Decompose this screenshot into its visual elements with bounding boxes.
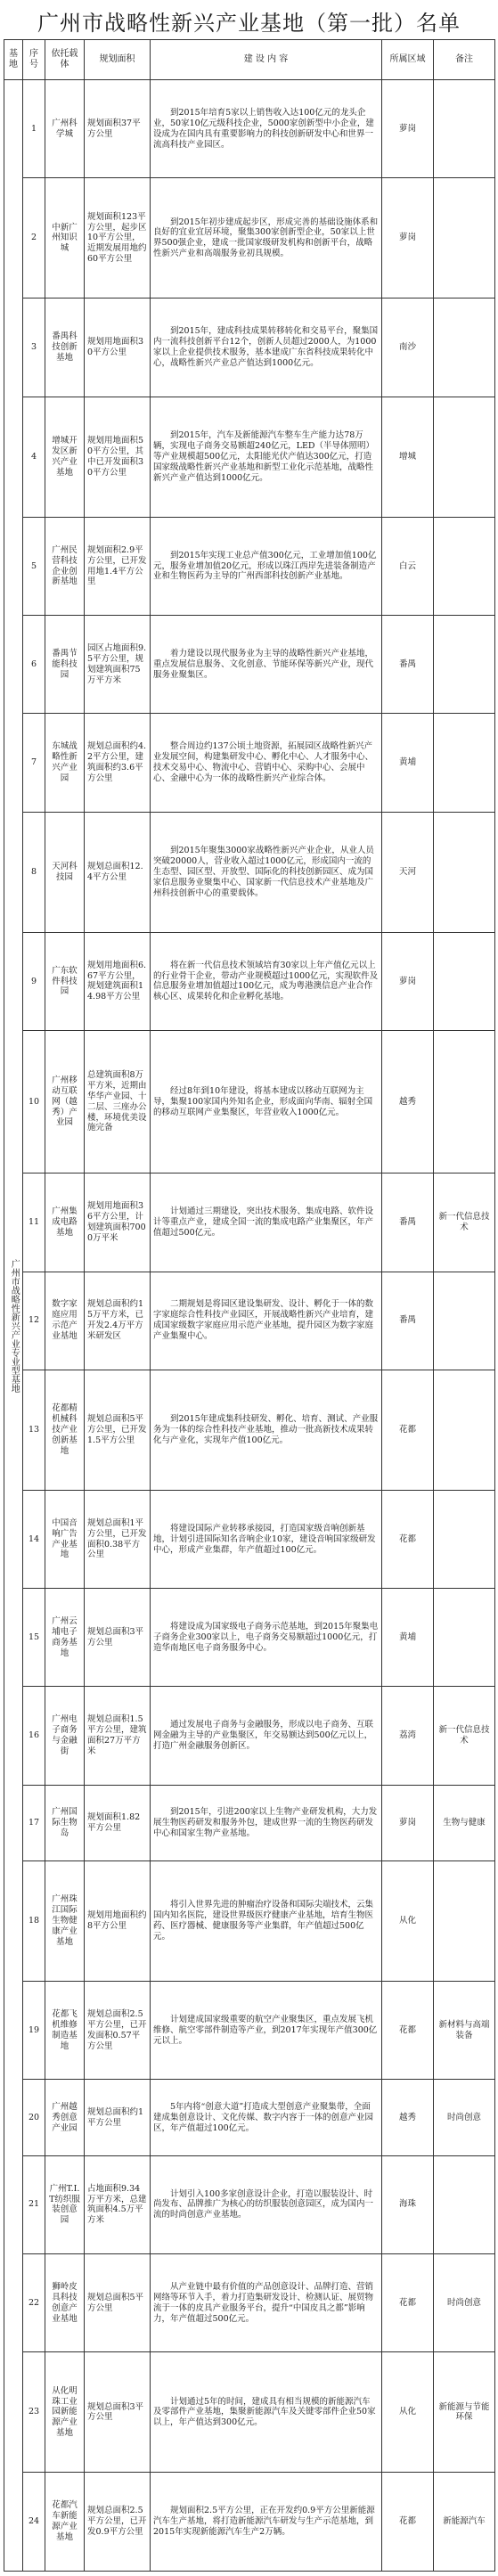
table-row — [4, 397, 495, 517]
content-cell: 计划通过三期建设，突出技术服务、集成电路、软件设计等重点产业，建成全国一流的集成电路产业集聚区，年产值超过500亿元。 — [151, 1174, 382, 1272]
carrier-cell: 广州科学城 — [45, 80, 85, 178]
district-cell: 从化 — [382, 1861, 434, 1982]
scale-cell: 规划面积37平方公里 — [85, 80, 151, 178]
scale-cell: 规划总面积2.5平方公里，已开发0.9平方公里 — [85, 2473, 151, 2572]
row-number-cell: 6 — [23, 616, 45, 714]
note-cell: 新一代信息技术 — [434, 1174, 495, 1272]
table-row — [4, 1785, 495, 1860]
district-cell: 番禺 — [382, 616, 434, 714]
note-cell — [434, 178, 495, 298]
district-cell: 从化 — [382, 2352, 434, 2473]
carrier-cell: 广州民营科技企业创新基地 — [45, 517, 85, 615]
carrier-cell: 广州集成电路基地 — [45, 1174, 85, 1272]
carrier-cell: 从化明珠工业园新能源产业基地 — [45, 2352, 85, 2473]
carrier-cell: 番禺节能科技园 — [45, 616, 85, 714]
scale-cell: 规划总面积12.4平方公里 — [85, 812, 151, 932]
content-cell: 将建设国际产业转移承接园，打造国家级音响创新基地，计划引进国际知名音响企业10家，建设音响国家级研发中心，形成产业集群，年产值超过100亿元。 — [151, 1490, 382, 1588]
scale-cell: 规划总面积约4.2平方公里，建筑面积约3.6平方公里 — [85, 714, 151, 812]
row-number-cell: 8 — [23, 812, 45, 932]
header-cell: 备注 — [434, 40, 495, 80]
content-cell: 到2015年培育5家以上销售收入达100亿元的龙头企业，50家10亿元级科技企业，5000家创新型中小企业，建设成为在国内具有重要影响力的科技创新研发中心和世界一流高科技产业园区。 — [151, 80, 382, 178]
note-cell — [434, 1861, 495, 1982]
carrier-cell: 花都飞机维修制造基地 — [45, 1982, 85, 2080]
row-number-cell: 7 — [23, 714, 45, 812]
district-cell: 白云 — [382, 517, 434, 615]
row-number-cell: 24 — [23, 2473, 45, 2572]
table-row — [4, 932, 495, 1030]
note-cell: 时尚创意 — [434, 2254, 495, 2352]
note-cell — [434, 298, 495, 397]
scale-cell: 总建筑面积8万平方米，近期由华华产业园、十二层、三座办公楼，环境优美设施完备 — [85, 1031, 151, 1174]
note-cell — [434, 397, 495, 517]
table-row — [4, 298, 495, 397]
table-row — [4, 1031, 495, 1174]
note-cell: 生物与健康 — [434, 1785, 495, 1860]
scale-cell: 规划总面积约15万平方米，已开发2.4万平方米研发区 — [85, 1272, 151, 1370]
scale-cell: 规划面积2.9平方公里，已开发用地1.4平方公里 — [85, 517, 151, 615]
row-number-cell: 18 — [23, 1861, 45, 1982]
content-cell: 到2015年聚集3000家战略性新兴产业企业，从业人员突破20000人，营业收入超过1000亿元，形成国内一流的生态型、园区型、开放型、国际化的科技创新园区、成为国家信息服务业聚集中心、国家新一代信息技术产业基地及广州科技创新中心的重要载体。 — [151, 812, 382, 932]
district-cell: 番禺 — [382, 1174, 434, 1272]
content-cell: 二期规划是将园区建设集研发、设计、孵化于一体的数字家庭综合性科技产业园区，开展战略性新兴产业培育，建成国家级数字家庭应用示范产业基地，提升园区为数字家庭产业集聚中心。 — [151, 1272, 382, 1370]
scale-cell: 规划用地面积约8平方公里 — [85, 1861, 151, 1982]
scale-cell: 规划面积123平方公里，起步区10平方公里，近期发展用地约60平方公里 — [85, 178, 151, 298]
header-cell: 依托载体 — [45, 40, 85, 80]
row-number-cell: 22 — [23, 2254, 45, 2352]
content-cell: 通过发展电子商务与金融服务，形成以电子商务、互联网金融为主导的产业集聚区，年交易额达到500亿元以上，打造广州金融服务创新区。 — [151, 1687, 382, 1785]
content-cell: 到2015年初步建成起步区，形成完善的基础设施体系和良好的宜业宜居环境，聚集300家创新型企业，50家以上世界500强企业，建成一批国家级研发机构和创新平台，战略性新兴产业和高端服务业初具规模。 — [151, 178, 382, 298]
table-row — [4, 80, 495, 178]
table-row — [4, 1861, 495, 1982]
carrier-cell: 番禺科技创新基地 — [45, 298, 85, 397]
content-cell: 到2015年，引进200家以上生物产业研发机构，大力发展生物医药研发和服务外包，建成世界一流的生物医药研发中心和国家生物产业基地。 — [151, 1785, 382, 1860]
note-cell — [434, 1370, 495, 1490]
carrier-cell: 狮岭皮具科技创意产业基地 — [45, 2254, 85, 2352]
carrier-cell: 花都汽车新能源产业基地 — [45, 2473, 85, 2572]
content-cell: 5年内将“创意大道”打造成大型创意产业聚集带，全面建成集创意设计、文化传媒、数字内容于一体的创意产业园区，年产值超过100亿元。 — [151, 2080, 382, 2155]
row-number-cell: 16 — [23, 1687, 45, 1785]
carrier-cell: 花都精机械科技产业创新基地 — [45, 1370, 85, 1490]
content-cell: 计划通过5年的时间，建成具有相当规模的新能源汽车及零部件产业基地，集聚新能源汽车及关键零部件企业50家以上，年产值达到300亿元。 — [151, 2352, 382, 2473]
note-cell: 新材料与高端装备 — [434, 1982, 495, 2080]
table-row — [4, 1982, 495, 2080]
content-cell: 计划建成国家级重要的航空产业聚集区，重点发展飞机维修、航空零部件制造等产业，到2017年实现年产值300亿元以上。 — [151, 1982, 382, 2080]
row-number-cell: 14 — [23, 1490, 45, 1588]
row-number-cell: 20 — [23, 2080, 45, 2155]
note-cell: 新一代信息技术 — [434, 1687, 495, 1785]
content-cell: 将引入世界先进的肿瘤治疗设备和国际尖端技术，云集国内知名医院，建设世界级医疗健康产业基地，培育生物医药、医疗器械、健康服务等产业集群，年产值超过500亿元。 — [151, 1861, 382, 1982]
header-cell: 基地 — [4, 40, 23, 80]
table-row — [4, 1370, 495, 1490]
carrier-cell: 广州国际生物岛 — [45, 1785, 85, 1860]
header-cell: 所属区域 — [382, 40, 434, 80]
row-number-cell: 2 — [23, 178, 45, 298]
table-row — [4, 517, 495, 615]
carrier-cell: 广州越秀创意产业园 — [45, 2080, 85, 2155]
row-number-cell: 4 — [23, 397, 45, 517]
district-cell: 花都 — [382, 2254, 434, 2352]
scale-cell: 规划总面积5平方公里 — [85, 2254, 151, 2352]
content-cell: 经过8年到10年建设，将基本建成以移动互联网为主导，集聚100家国内外知名企业，形成面向华南、辐射全国的移动互联网产业集聚区，年营业收入1000亿元。 — [151, 1031, 382, 1174]
scale-cell: 规划总面积1平方公里，已开发面积0.38平方公里 — [85, 1490, 151, 1588]
table-row — [4, 812, 495, 932]
note-cell: 新能源与节能环保 — [434, 2352, 495, 2473]
scale-cell: 规划用地面积30平方公里 — [85, 298, 151, 397]
row-number-cell: 10 — [23, 1031, 45, 1174]
scale-cell: 规划面积1.82平方公里 — [85, 1785, 151, 1860]
content-cell: 从产业链中最有价值的产品创意设计、品牌打造、营销网络等环节入手，着力打造集研发设计、检测认证、展贸物流于一体的皮具产业服务平台，提升“中国皮具之都”影响力，年产值超过500亿元。 — [151, 2254, 382, 2352]
scale-cell: 规划用地面积50平方公里，其中已开发面积30平方公里 — [85, 397, 151, 517]
district-cell: 花都 — [382, 1370, 434, 1490]
district-cell: 南沙 — [382, 298, 434, 397]
district-cell: 萝岗 — [382, 932, 434, 1030]
header-cell: 规划面积 — [85, 40, 151, 80]
scale-cell: 规划总面积3平方公里 — [85, 2352, 151, 2473]
note-cell: 时尚创意 — [434, 2080, 495, 2155]
row-number-cell: 13 — [23, 1370, 45, 1490]
carrier-cell: 广州移动互联网（越秀）产业园 — [45, 1031, 85, 1174]
content-cell: 到2015年，建成科技成果转移转化和交易平台，聚集国内一流科技创新平台12个，创新人员超过2000人，为1000家以上企业提供技术服务，基本建成广东省科技成果转化中心，战略性新兴产业总产值达到1000亿元。 — [151, 298, 382, 397]
content-cell: 着力建设以现代服务业为主导的战略性新兴产业基地，重点发展信息服务、文化创意、节能环保等新兴产业，现代服务业聚集区。 — [151, 616, 382, 714]
document-title: 广州市战略性新兴产业基地（第一批）名单 — [37, 11, 461, 36]
carrier-cell: 中新广州知识城 — [45, 178, 85, 298]
row-number-cell: 12 — [23, 1272, 45, 1370]
note-cell — [434, 932, 495, 1030]
row-number-cell: 17 — [23, 1785, 45, 1860]
scale-cell: 规划用地面积36平方公里，计划建筑面积7000万平米 — [85, 1174, 151, 1272]
carrier-cell: 中国音响广告产业基地 — [45, 1490, 85, 1588]
district-cell: 花都 — [382, 1982, 434, 2080]
content-cell: 到2015年建成集科技研发、孵化、培育、测试、产业服务为一体的综合性科技产业基地，推动一批高新技术成果转化与产业化，实现年产值100亿元。 — [151, 1370, 382, 1490]
carrier-cell: 广州电子商务与金融街 — [45, 1687, 85, 1785]
district-cell: 番禺 — [382, 1272, 434, 1370]
row-number-cell: 11 — [23, 1174, 45, 1272]
table-row — [4, 616, 495, 714]
carrier-cell: 广东软件科技园 — [45, 932, 85, 1030]
district-cell: 越秀 — [382, 1031, 434, 1174]
carrier-cell: 东城战略性新兴产业园 — [45, 714, 85, 812]
note-cell — [434, 1272, 495, 1370]
district-cell: 黄埔 — [382, 714, 434, 812]
header-cell: 建 设 内 容 — [151, 40, 382, 80]
district-cell: 增城 — [382, 397, 434, 517]
table-row — [4, 1272, 495, 1370]
row-number-cell: 5 — [23, 517, 45, 615]
base-group-cell: 广州市战略性新兴产业专业型基地 — [4, 80, 23, 2572]
table-row — [4, 2352, 495, 2473]
district-cell: 花都 — [382, 1490, 434, 1588]
district-cell: 花都 — [382, 2473, 434, 2572]
carrier-cell: 增城开发区新兴产业基地 — [45, 397, 85, 517]
carrier-cell: 广州珠江国际生物健康产业基地 — [45, 1861, 85, 1982]
table-row — [4, 1687, 495, 1785]
district-cell: 荔湾 — [382, 1687, 434, 1785]
note-cell — [434, 1031, 495, 1174]
row-number-cell: 21 — [23, 2155, 45, 2253]
content-cell: 到2015年，汽车及新能源汽车整车生产能力达78万辆，实现电子商务交易额超240亿元，LED（半导体照明）等产业规模超500亿元，太阳能光伏产值达300亿元，打造国家级战略性新兴产业基地和新型工业化示范基地，战略性新兴产业产值达到1000亿元。 — [151, 397, 382, 517]
carrier-cell: 广州云埔电子商务基地 — [45, 1589, 85, 1687]
content-cell: 计划引入100多家创意设计企业，打造以服装设计、时尚发布、品牌推广为核心的纺织服装创意园区，成为国内一流的时尚创意产业基地。 — [151, 2155, 382, 2253]
scale-cell: 规划总面积约1平方公里 — [85, 2080, 151, 2155]
content-cell: 将在新一代信息技术领域培育30家以上年产值亿元以上的行业骨干企业，带动产业规模超过1000亿元，实现软件及信息服务业增加值超过100亿元，成为粤港澳信息产业合作核心区、成果转化和企业孵化基地。 — [151, 932, 382, 1030]
note-cell — [434, 517, 495, 615]
note-cell: 新能源汽车 — [434, 2473, 495, 2572]
note-cell — [434, 1589, 495, 1687]
row-number-cell: 23 — [23, 2352, 45, 2473]
district-cell: 萝岗 — [382, 80, 434, 178]
scale-cell: 规划总面积3平方公里 — [85, 1589, 151, 1687]
scale-cell: 规划总面积2.5平方公里，已开发面积0.57平方公里 — [85, 1982, 151, 2080]
district-cell: 黄埔 — [382, 1589, 434, 1687]
table-row — [4, 714, 495, 812]
note-cell — [434, 80, 495, 178]
content-cell: 规划面积2.5平方公里，正在开发约0.9平方公里新能源汽车生产基地，将打造新能源汽车研发与生产示范基地，到2015年实现新能源汽车生产2万辆。 — [151, 2473, 382, 2572]
table-row — [4, 2473, 495, 2572]
note-cell — [434, 616, 495, 714]
row-number-cell: 9 — [23, 932, 45, 1030]
district-cell: 天河 — [382, 812, 434, 932]
content-cell: 到2015年实现工业总产值300亿元，工业增加值100亿元，服务业增加值20亿元，形成以珠江西岸先进装备制造产业和生物医药为主导的广州西部科技创新产业基地。 — [151, 517, 382, 615]
table-row — [4, 1589, 495, 1687]
district-cell: 越秀 — [382, 2080, 434, 2155]
district-cell: 海珠 — [382, 2155, 434, 2253]
scale-cell: 园区占地面积9.5平方公里，规划建筑面积75万平方米 — [85, 616, 151, 714]
row-number-cell: 1 — [23, 80, 45, 178]
carrier-cell: 天河科技园 — [45, 812, 85, 932]
note-cell — [434, 2155, 495, 2253]
scale-cell: 规划用地面积6.67平方公里，规划建筑面积14.98平方公里 — [85, 932, 151, 1030]
district-cell: 萝岗 — [382, 178, 434, 298]
note-cell — [434, 812, 495, 932]
content-cell: 将建设成为国家级电子商务示范基地，到2015年聚集电子商务企业300家以上，电子商务交易额超过1000亿元，打造华南地区电子商务服务中心。 — [151, 1589, 382, 1687]
row-number-cell: 15 — [23, 1589, 45, 1687]
base-table — [4, 39, 495, 2572]
table-row — [4, 1174, 495, 1272]
row-number-cell: 19 — [23, 1982, 45, 2080]
carrier-cell: 广州T.I.T纺织服装创意园 — [45, 2155, 85, 2253]
carrier-cell: 数字家庭应用示范产业基地 — [45, 1272, 85, 1370]
content-cell: 整合周边约137公顷土地资源，拓展园区战略性新兴产业发展空间，构建集研发中心、孵化中心、人才服务中心、技术交易中心、物流中心、营销中心、采购中心、会展中心、金融中心为一体的战略性新兴产业综合体。 — [151, 714, 382, 812]
table-row — [4, 2080, 495, 2155]
table-header-row — [4, 40, 495, 80]
header-cell: 序号 — [23, 40, 45, 80]
row-number-cell: 3 — [23, 298, 45, 397]
table-row — [4, 1490, 495, 1588]
note-cell — [434, 714, 495, 812]
table-row — [4, 2254, 495, 2352]
scale-cell: 规划总面积1.5平方公里，建筑面积27万平方米 — [85, 1687, 151, 1785]
scale-cell: 占地面积9.34万平方米，总建筑面积4.5万平方米 — [85, 2155, 151, 2253]
table-row — [4, 178, 495, 298]
scale-cell: 规划总面积5平方公里，已开发1.5平方公里 — [85, 1370, 151, 1490]
note-cell — [434, 1490, 495, 1588]
district-cell: 萝岗 — [382, 1785, 434, 1860]
table-row — [4, 2155, 495, 2253]
